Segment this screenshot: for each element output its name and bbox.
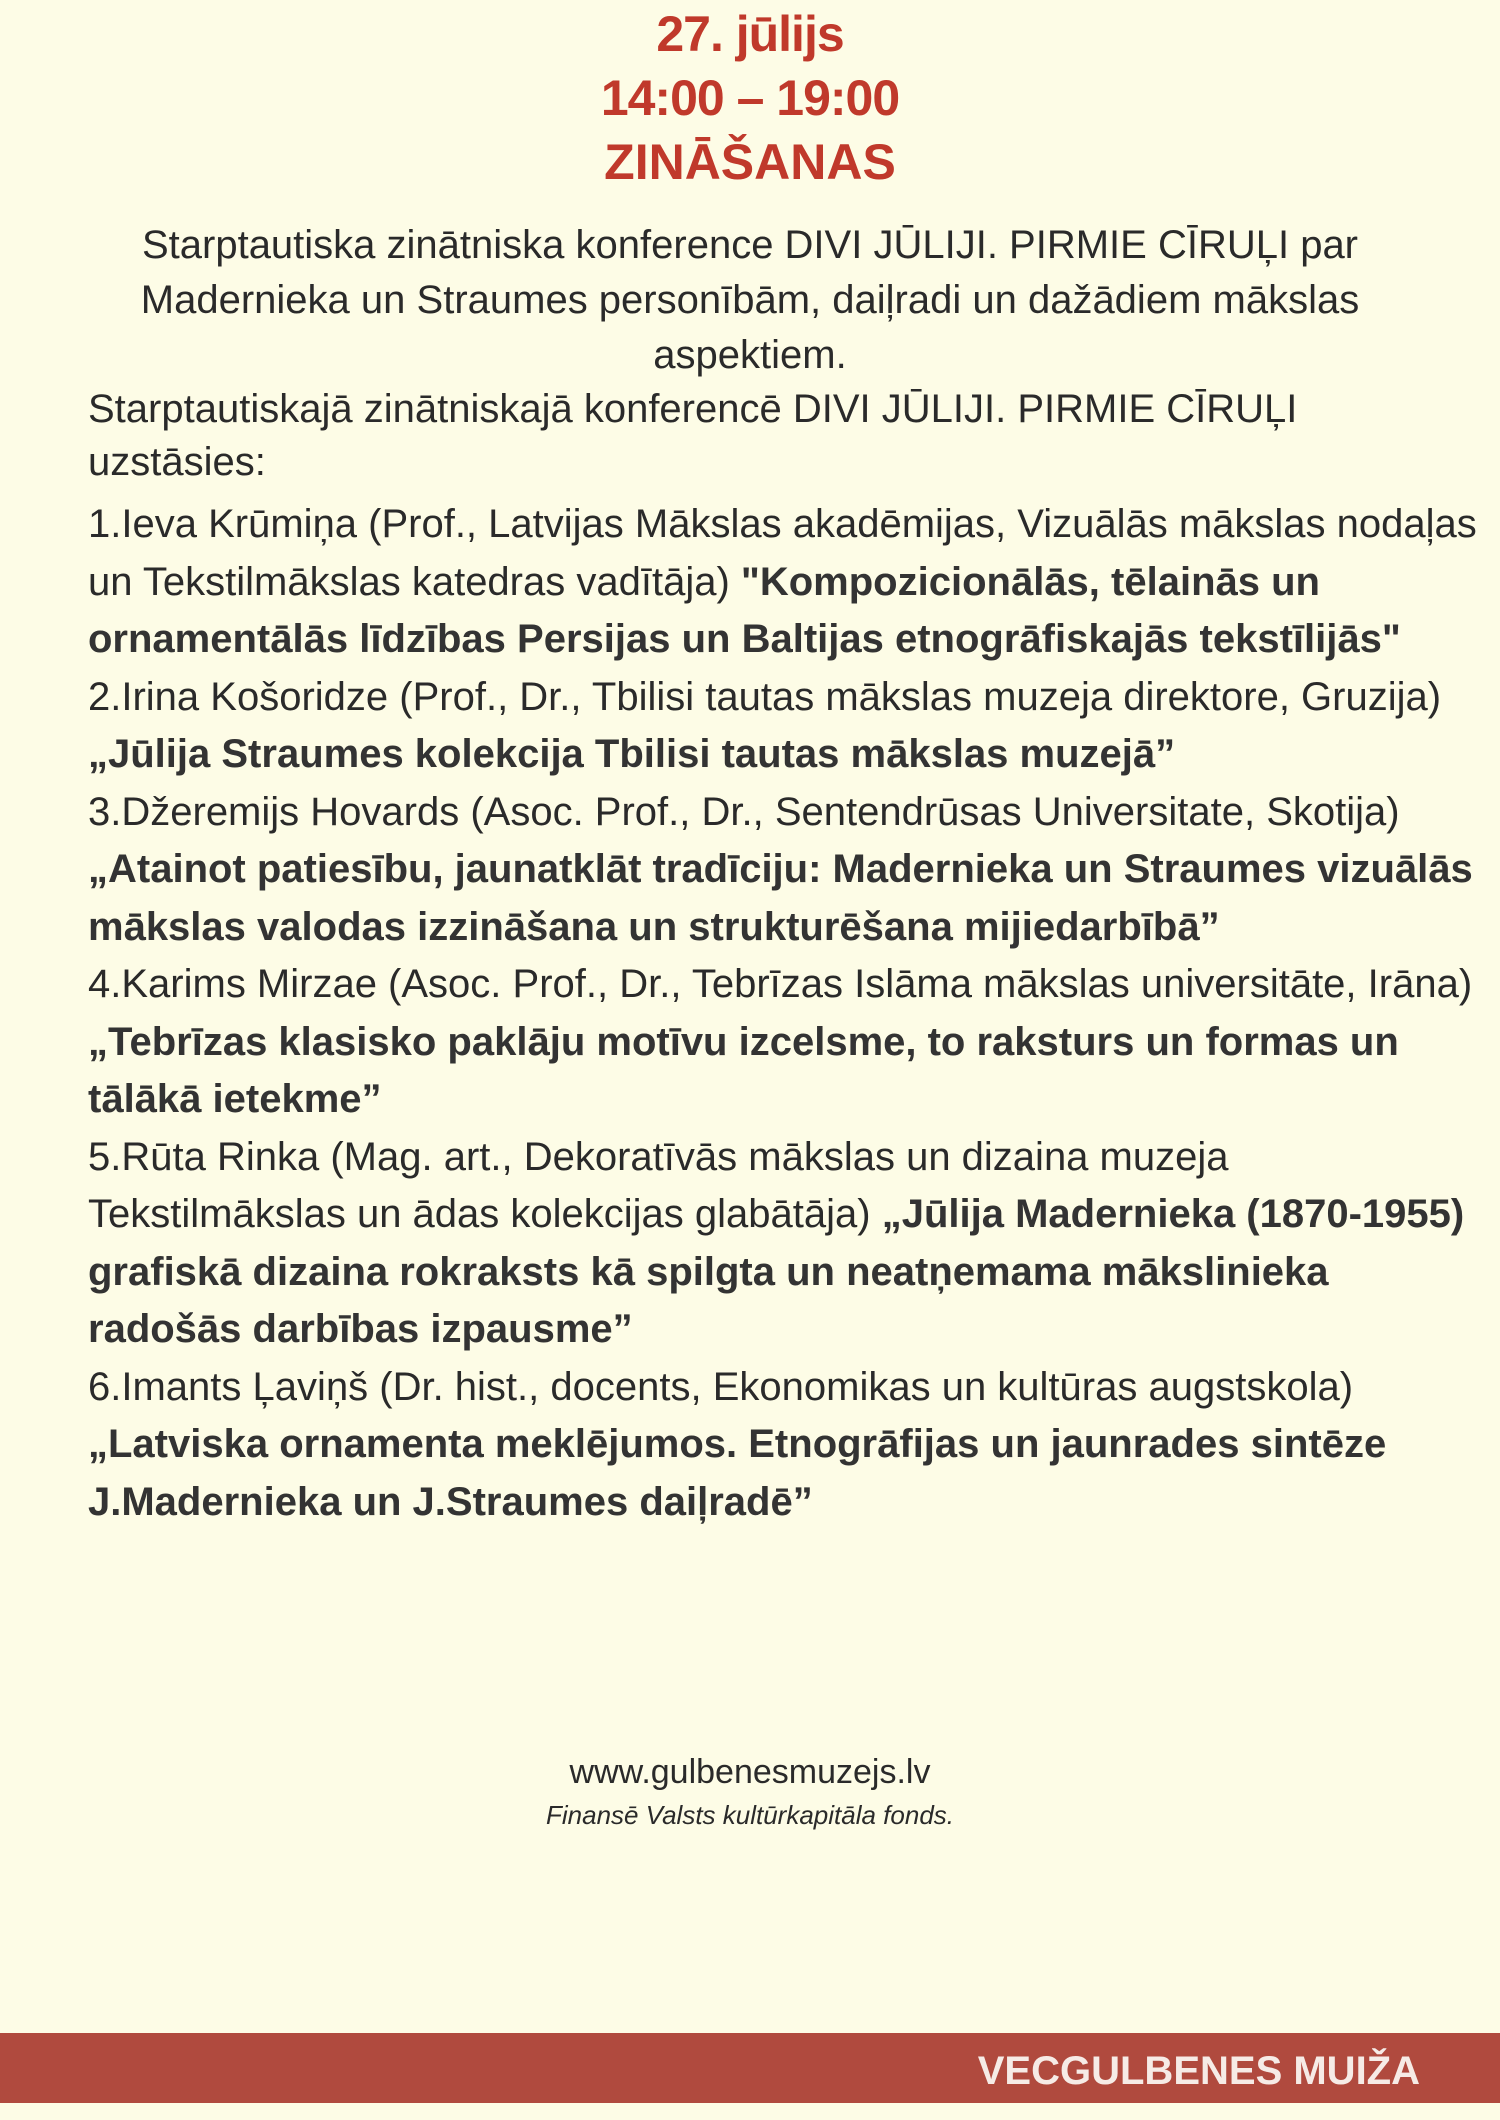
talk-title: „Tebrīzas klasisko paklāju motīvu izcelsme, to raksturs un formas un tālākā ietekme” bbox=[88, 1019, 1399, 1121]
event-time: 14:00 – 19:00 bbox=[600, 70, 900, 126]
speaker-name: Irina Košoridze (Prof., Dr., Tbilisi tautas mākslas muzeja direktore, Gruzija) bbox=[121, 674, 1442, 719]
speaker-item bbox=[88, 1359, 1490, 1532]
speaker-number: 3. bbox=[88, 789, 122, 834]
talk-title: „Latviska ornamenta meklējumos. Etnogrāfijas un jaunrades sintēze J.Madernieka un J.Straumes daiļradē” bbox=[88, 1422, 1387, 1524]
speaker-name: Džeremijs Hovards (Asoc. Prof., Dr., Sentendrūsas Universitate, Skotija) bbox=[121, 789, 1400, 834]
funding-note: Finansē Valsts kultūrkapitāla fonds. bbox=[545, 1800, 955, 1830]
speaker-number: 2. bbox=[88, 674, 122, 719]
header bbox=[0, 0, 1500, 194]
speaker-name: Imants Ļaviņš (Dr. hist., docents, Ekonomikas un kultūras augstskola) bbox=[121, 1364, 1354, 1409]
website-link[interactable]: www.gulbenesmuzejs.lv bbox=[569, 1753, 931, 1791]
speaker-item bbox=[88, 956, 1490, 1129]
speaker-item bbox=[88, 784, 1490, 957]
speaker-name: Rūta Rinka (Mag. art., Dekoratīvās mākslas un dizaina muzeja Tekstilmākslas un ādas kolekcijas glabātāja) bbox=[88, 1134, 1229, 1236]
talk-title: „Jūlija Straumes kolekcija Tbilisi tautas mākslas muzejā” bbox=[88, 732, 1176, 776]
speaker-list bbox=[88, 496, 1490, 1531]
talk-title: "Kompozicionālās, tēlainās un ornamentālās līdzības Persijas un Baltijas etnogrāfiskajās tekstīlijās" bbox=[88, 559, 1401, 661]
speaker-item bbox=[88, 496, 1490, 669]
banner-text: VECGULBENES MUIŽA bbox=[977, 2049, 1420, 2093]
speaker-number: 4. bbox=[88, 962, 122, 1006]
event-title: ZINĀŠANAS bbox=[604, 134, 896, 190]
speaker-number: 6. bbox=[88, 1364, 122, 1409]
speaker-item bbox=[88, 1129, 1490, 1359]
speaker-name: Karims Mirzae (Asoc. Prof., Dr., Tebrīzas Islāma mākslas universitāte, Irāna) bbox=[121, 962, 1473, 1006]
speakers-lead: Starptautiskajā zinātniskajā konferencē DIVI JŪLIJI. PIRMIE CĪRUĻI uzstāsies: bbox=[88, 387, 1298, 484]
speaker-number: 1. bbox=[88, 502, 122, 546]
conference-description: Starptautiska zinātniska konference DIVI JŪLIJI. PIRMIE CĪRUĻI par Madernieka un Straumes personībām, daiļradi un dažādiem mākslas aspektiem. bbox=[140, 223, 1360, 377]
talk-title: „Jūlija Madernieka (1870-1955) grafiskā dizaina rokraksts kā spilgta un neatņemama mākslinieka radošās darbības izpausme” bbox=[88, 1192, 1465, 1351]
speaker-name: Ieva Krūmiņa (Prof., Latvijas Mākslas akadēmijas, Vizuālās mākslas nodaļas un Tekstilmākslas katedras vadītāja) bbox=[88, 502, 1477, 604]
event-date: 27. jūlijs bbox=[656, 6, 844, 62]
bottom-banner bbox=[0, 2033, 1500, 2103]
speaker-item bbox=[88, 669, 1490, 784]
speaker-number: 5. bbox=[88, 1134, 122, 1179]
intro bbox=[88, 218, 1412, 489]
talk-title: „Atainot patiesību, jaunatklāt tradīciju: Madernieka un Straumes vizuālās mākslas valodas izzināšana un strukturēšana mijiedarbībā” bbox=[88, 847, 1473, 949]
